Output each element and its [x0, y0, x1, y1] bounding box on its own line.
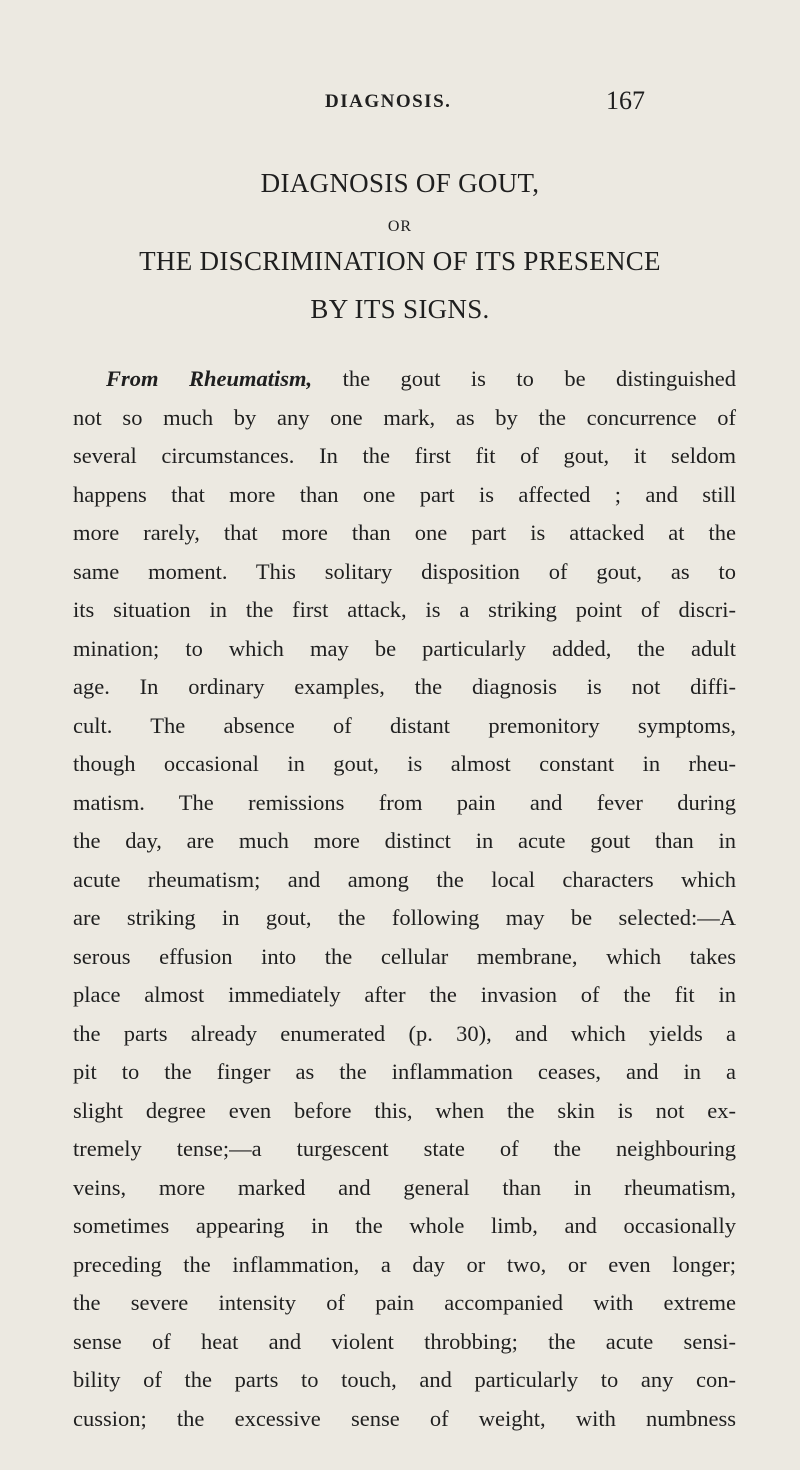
running-title: DIAGNOSIS. [325, 91, 452, 112]
chapter-subtitle-line-2: BY ITS SIGNS. [310, 294, 490, 324]
text-line [73, 360, 736, 399]
text-line: sometimes appearing in the whole limb, and occasionally [73, 1213, 736, 1238]
text-line: the parts already enumerated (p. 30), and which yields a [73, 1020, 736, 1046]
text-line: not so much by any one mark, as by the concurrence of [73, 404, 736, 430]
text-line: sense of heat and violent throbbing; the acute sensi- [73, 1328, 736, 1354]
text-line: several circumstances. In the first fit of gout, it seldom [73, 443, 736, 468]
text-line: acute rheumatism; and among the local characters which [73, 866, 736, 892]
text-line: serous effusion into the cellular membrane, which takes [73, 943, 736, 969]
text-line: its situation in the first attack, is a striking point of discri- [73, 597, 736, 622]
chapter-title-or: OR [387, 218, 413, 235]
text-line: place almost immediately after the invasion of the fit in [73, 982, 736, 1007]
text-line: though occasional in gout, is almost constant in rheu- [73, 751, 736, 776]
text-line: same moment. This solitary disposition of gout, as to [73, 558, 736, 584]
lead-phrase: From Rheumatism, [106, 366, 313, 391]
text-line: matism. The remissions from pain and fever during [73, 789, 736, 815]
text-line: cult. The absence of distant premonitory symptoms, [73, 712, 736, 738]
text-line: bility of the parts to touch, and particularly to any con- [73, 1367, 736, 1392]
text-line: happens that more than one part is affected ; and still [73, 481, 736, 507]
text-line: are striking in gout, the following may be selected:—A [73, 905, 736, 930]
text-line: the day, are much more distinct in acute gout than in [73, 828, 736, 853]
text-line: age. In ordinary examples, the diagnosis is not diffi- [73, 674, 736, 699]
text-line: tremely tense;—a turgescent state of the neighbouring [73, 1136, 736, 1161]
running-head [0, 86, 800, 120]
chapter-title: DIAGNOSIS OF GOUT, [260, 168, 540, 198]
text-line: cussion; the excessive sense of weight, with numbness [73, 1405, 736, 1431]
chapter-subtitle-line-1: THE DISCRIMINATION OF ITS PRESENCE [139, 246, 661, 276]
text-line: the severe intensity of pain accompanied with extreme [73, 1290, 736, 1315]
text-line: veins, more marked and general than in rheumatism, [73, 1174, 736, 1200]
text-line: preceding the inflammation, a day or two, or even longer; [73, 1251, 736, 1277]
page-number: 167 [606, 86, 645, 115]
body-paragraph [73, 360, 736, 1438]
text-line: slight degree even before this, when the skin is not ex- [73, 1097, 736, 1123]
text-line: pit to the finger as the inflammation ceases, and in a [73, 1059, 736, 1084]
text-line-content: the gout is to be distinguished [312, 366, 737, 391]
text-line: more rarely, that more than one part is attacked at the [73, 520, 736, 545]
text-line: mination; to which may be particularly added, the adult [73, 635, 736, 661]
